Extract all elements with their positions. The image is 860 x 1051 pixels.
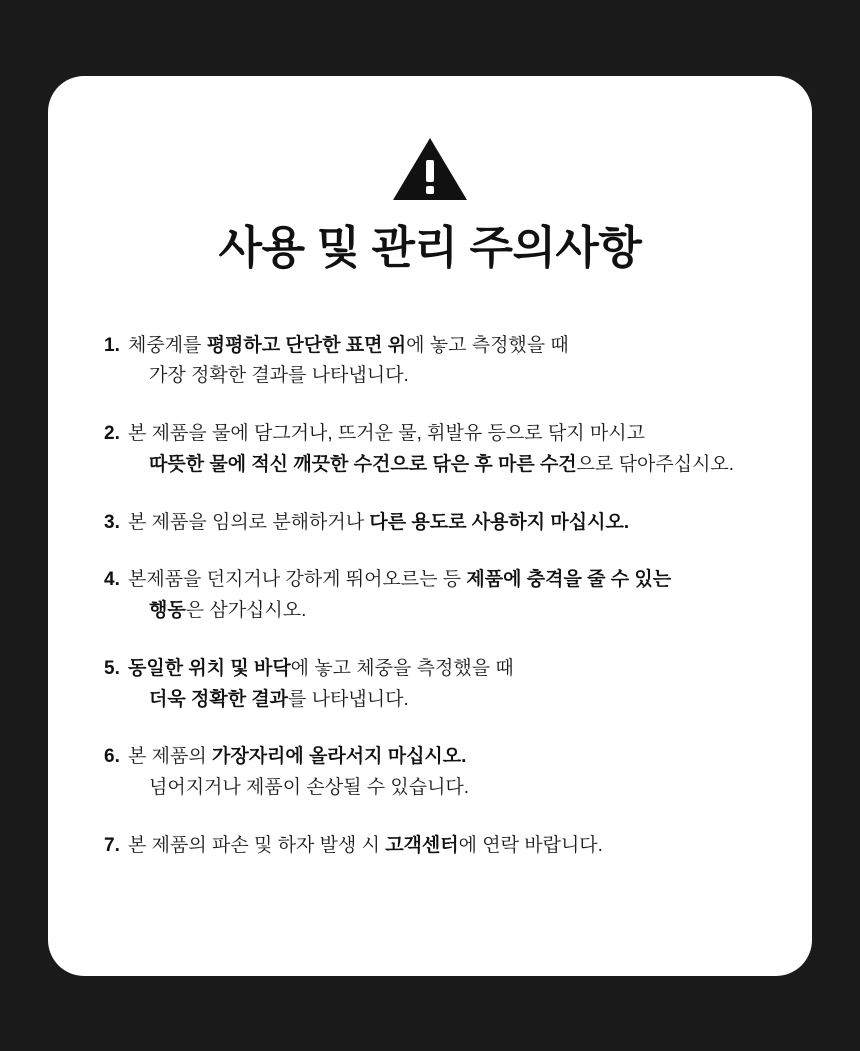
body-text: 를 나타냅니다. <box>288 688 409 710</box>
body-text: 체중계를 <box>128 334 207 356</box>
body-text: 에 놓고 체중을 측정했을 때 <box>290 657 514 679</box>
body-text: 본 제품을 임의로 분해하거나 <box>128 511 370 533</box>
list-item-number: 5. <box>104 657 120 679</box>
emphasis-text: 행동 <box>149 600 186 622</box>
list-item-line <box>128 565 756 596</box>
body-text: 에 놓고 측정했을 때 <box>406 334 569 356</box>
emphasis-text: 더욱 정확한 결과 <box>149 688 289 710</box>
warning-triangle-icon <box>392 136 468 207</box>
list-item-line <box>128 654 756 685</box>
list-item-text <box>128 742 756 804</box>
precautions-list <box>104 331 756 862</box>
list-item-line <box>128 361 756 392</box>
list-item-line <box>128 831 756 862</box>
list-item-number: 3. <box>104 511 120 533</box>
notice-card <box>48 76 812 976</box>
list-item-line <box>128 450 756 481</box>
list-item-line <box>128 742 756 773</box>
body-text: 넘어지거나 제품이 손상될 수 있습니다. <box>149 777 470 799</box>
page-title: 사용 및 관리 주의사항 <box>218 221 642 273</box>
emphasis-text: 따뜻한 물에 적신 깨끗한 수건으로 닦은 후 마른 수건 <box>149 453 577 475</box>
list-item <box>104 331 756 393</box>
list-item-line <box>128 773 756 804</box>
list-item-number: 4. <box>104 569 120 591</box>
body-text: 본제품을 던지거나 강하게 뛰어오르는 등 <box>128 569 467 591</box>
list-item-line <box>128 331 756 362</box>
list-item <box>104 508 756 539</box>
emphasis-text: 평평하고 단단한 표면 위 <box>206 334 407 356</box>
list-item <box>104 565 756 627</box>
list-item-text <box>128 508 756 539</box>
list-item-line <box>128 596 756 627</box>
list-item-line <box>128 685 756 716</box>
list-item <box>104 654 756 716</box>
emphasis-text: 제품에 충격을 줄 수 있는 <box>466 569 672 591</box>
body-text: 본 제품의 <box>128 746 212 768</box>
list-item-text <box>128 831 756 862</box>
list-item-number: 6. <box>104 746 120 768</box>
list-item-text <box>128 565 756 627</box>
emphasis-text: 고객센터 <box>385 834 459 856</box>
body-text: 가장 정확한 결과를 나타냅니다. <box>149 365 409 387</box>
list-item-line <box>128 419 756 450</box>
emphasis-text: 다른 용도로 사용하지 마십시오. <box>369 511 630 533</box>
list-item-line <box>128 508 756 539</box>
list-item-number: 7. <box>104 834 120 856</box>
list-item <box>104 419 756 481</box>
list-item-text <box>128 331 756 393</box>
list-item-text <box>128 419 756 481</box>
body-text: 으로 닦아주십시오. <box>576 453 735 475</box>
body-text: 본 제품을 물에 담그거나, 뜨거운 물, 휘발유 등으로 닦지 마시고 <box>128 423 645 445</box>
body-text: 본 제품의 파손 및 하자 발생 시 <box>128 834 386 856</box>
list-item-number: 1. <box>104 334 120 356</box>
list-item-text <box>128 654 756 716</box>
list-item <box>104 831 756 862</box>
emphasis-text: 가장자리에 올라서지 마십시오. <box>211 746 467 768</box>
list-item-number: 2. <box>104 423 120 445</box>
emphasis-text: 동일한 위치 및 바닥 <box>128 657 291 679</box>
body-text: 은 삼가십시오. <box>185 600 307 622</box>
body-text: 에 연락 바랍니다. <box>458 834 603 856</box>
list-item <box>104 742 756 804</box>
